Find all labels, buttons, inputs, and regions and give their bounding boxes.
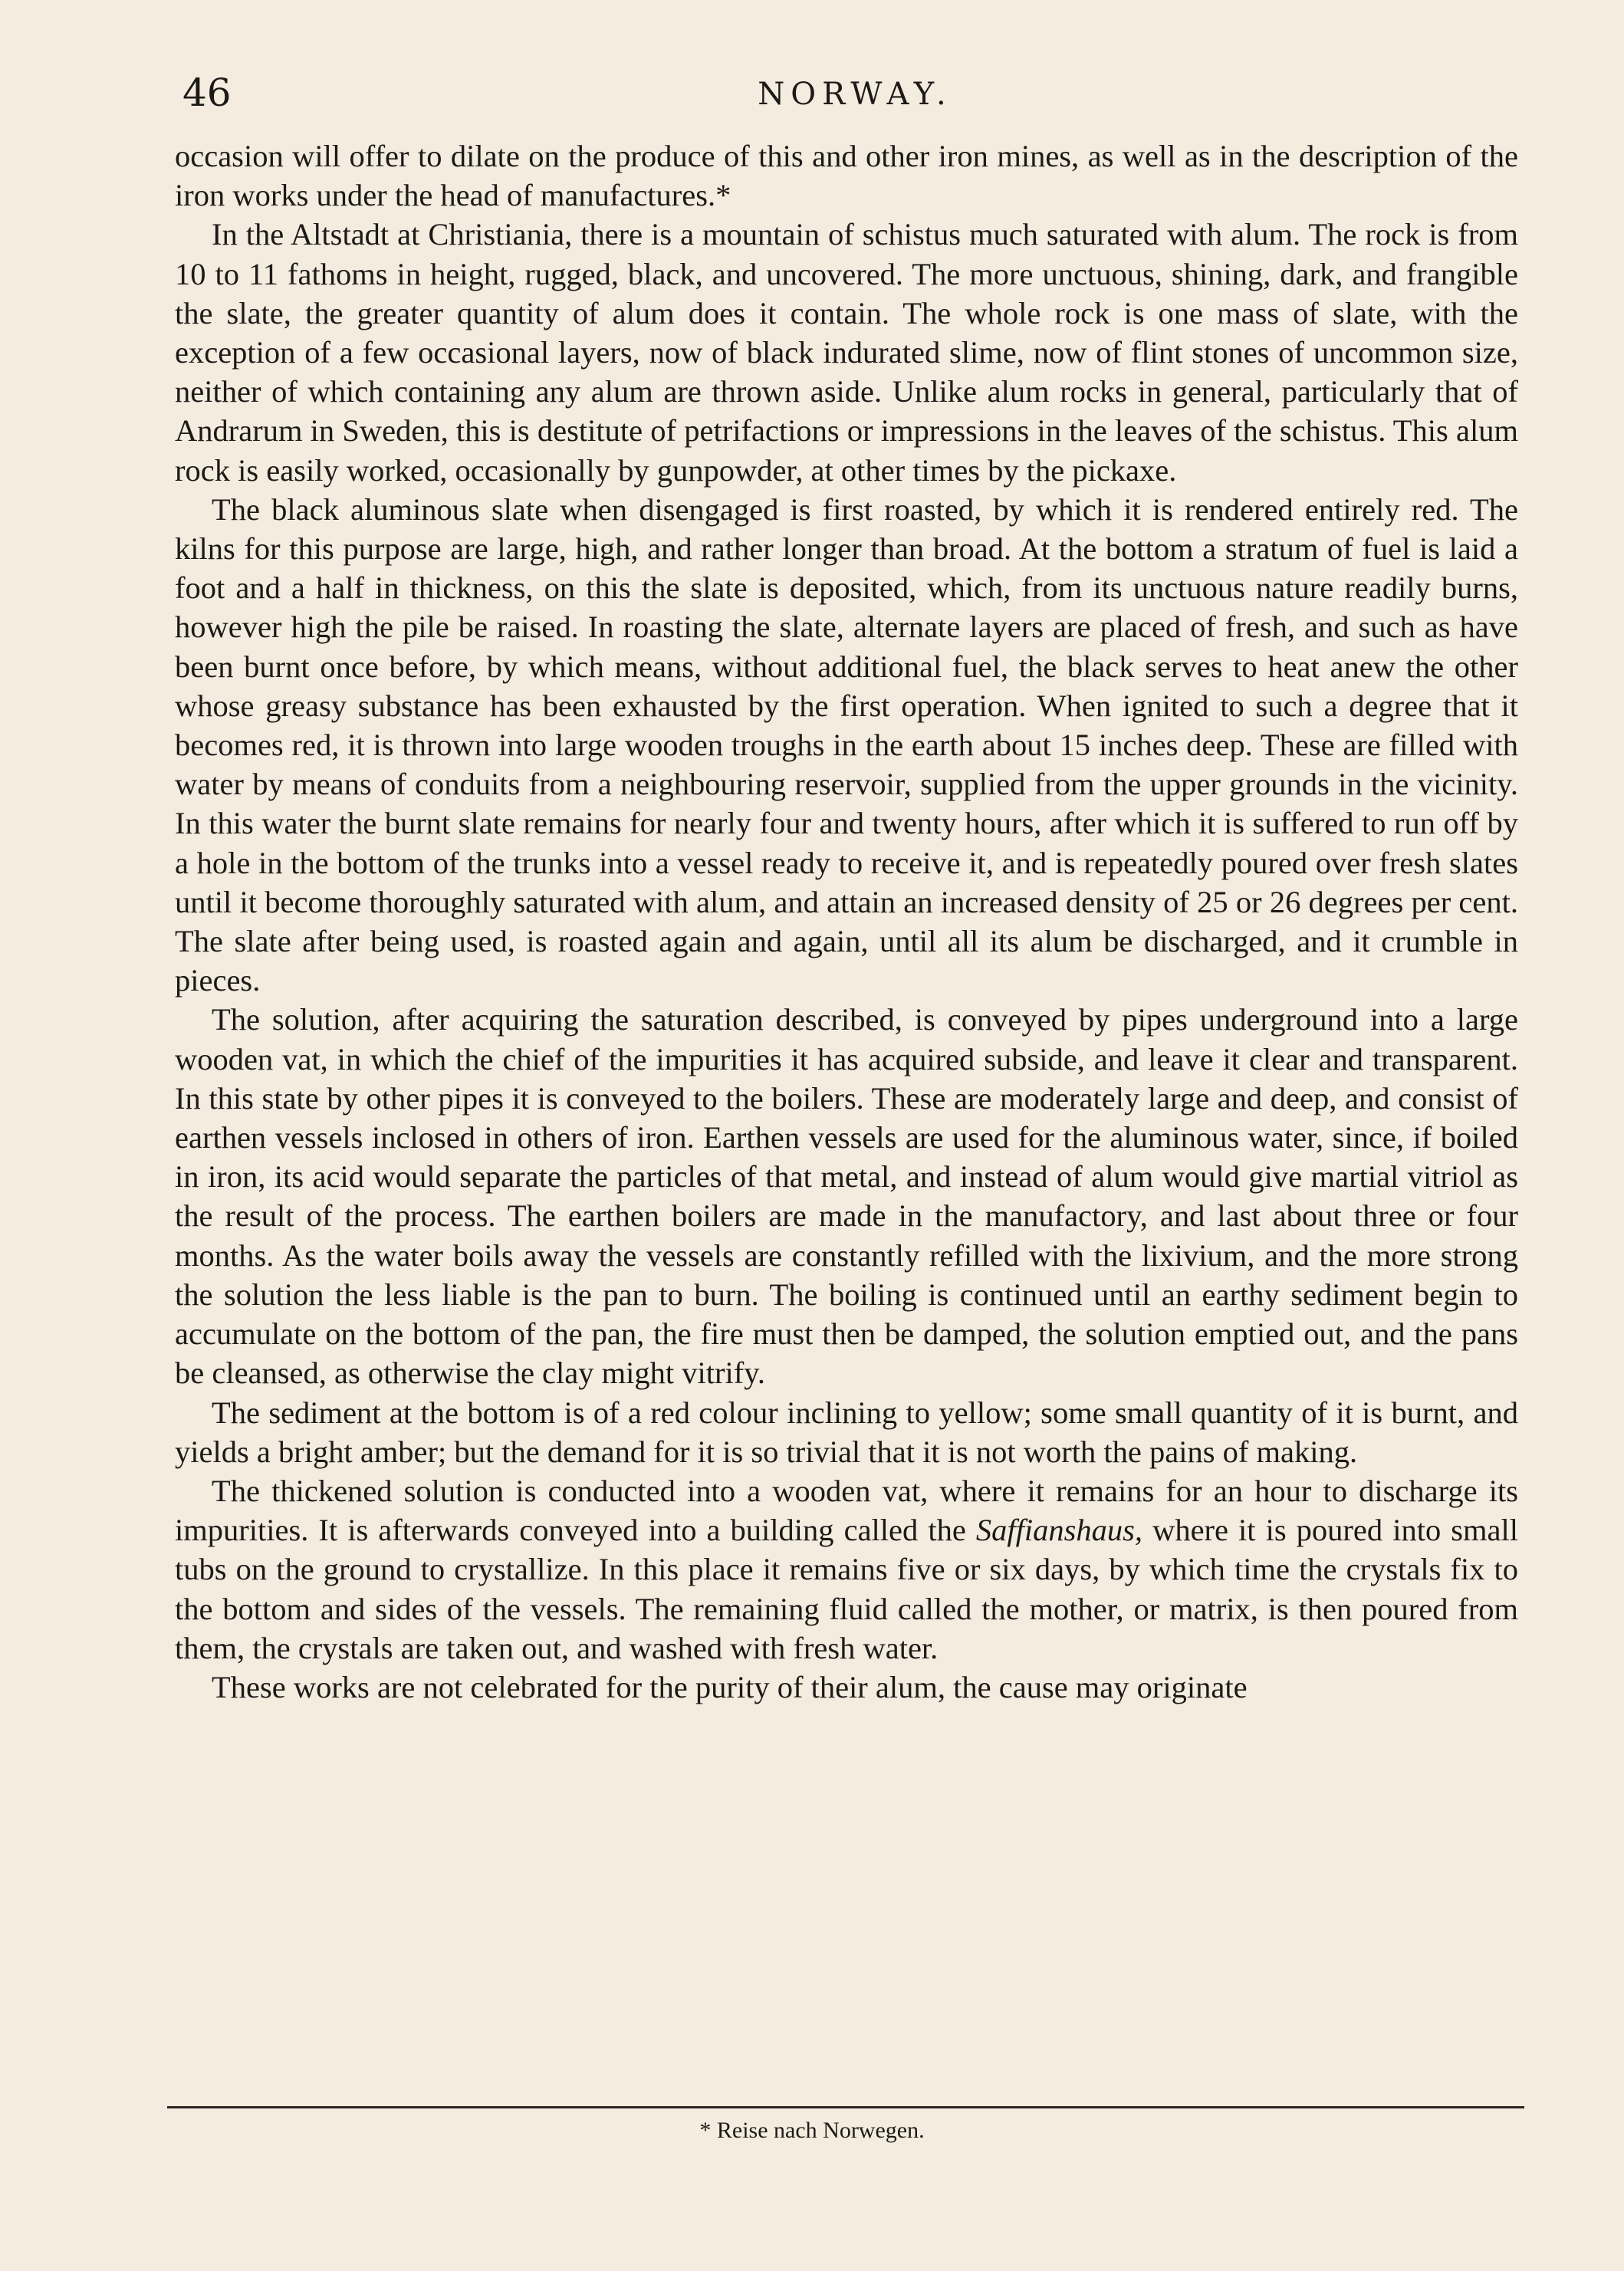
page-header — [182, 71, 1527, 124]
italic-term: Saffianshaus, — [975, 1513, 1143, 1548]
paragraph: These works are not celebrated for the purity of their alum, the cause may originate — [212, 1669, 1248, 1704]
paragraph: In the Altstadt at Christiania, there is a mountain of schistus much saturated with alum. The rock is from 10 to 11 fathoms in height, rugged, black, and uncovered. The more unctuous, shining, dark, and frangible the slate, the greater quantity of alum does it contain. The whole rock is one mass of slate, with the exception of a few occasional layers, now of black indurated slime, now of flint stones of uncommon size, neither of which containing any alum are thrown aside. Unlike alum rocks in general, particularly that of Andrarum in Sweden, this is destitute of petrifactions or impressions in the leaves of the schistus. This alum rock is easily worked, occasionally by gunpowder, at other times by the pickaxe. — [175, 217, 1518, 488]
paragraph: The black aluminous slate when disengaged is first roasted, by which it is rendered entirely red. The kilns for this purpose are large, high, and rather longer than broad. At the bottom a stratum of fuel is laid a foot and a half in thickness, on this the slate is deposited, which, from its unctuous nature readily burns, however high the pile be raised. In roasting the slate, alternate layers are placed of fresh, and such as have been burnt once before, by which means, without additional fuel, the black serves to heat anew the other whose greasy substance has been exhausted by the first operation. When ignited to such a degree that it becomes red, it is thrown into large wooden troughs in the earth about 15 inches deep. These are filled with water by means of conduits from a neighbouring reservoir, supplied from the upper grounds in the vicinity. In this water the burnt slate remains for nearly four and twenty hours, after which it is suffered to run off by a hole in the bottom of the trunks into a vessel ready to receive it, and is repeatedly poured over fresh slates until it become thoroughly saturated with alum, and attain an increased density of 25 or 26 degrees per cent. The slate after being used, is roasted again and again, until all its alum be discharged, and it crumble in pieces. — [175, 491, 1518, 998]
running-head: NORWAY. — [758, 77, 952, 112]
footnote: * Reise nach Norwegen. — [699, 2118, 925, 2143]
paragraph: The sediment at the bottom is of a red colour inclining to yellow; some small quantity of it is burnt, and yields a bright amber; but the demand for it is so trivial that it is not worth the pains of making. — [175, 1395, 1518, 1469]
paragraph: occasion will offer to dilate on the produce of this and other iron mines, as well as in the description of the iron works under the head of manufactures.* — [175, 139, 1518, 213]
body-text — [175, 136, 1518, 1707]
paragraph: The solution, after acquiring the saturation described, is conveyed by pipes underground into a large wooden vat, in which the chief of the impurities it has acquired subside, and leave it clear and transparent. In this state by other pipes it is conveyed to the boilers. These are moderately large and deep, and consist of earthen vessels inclosed in others of iron. Earthen vessels are used for the aluminous water, since, if boiled in iron, its acid would separate the particles of that metal, and instead of alum would give martial vitriol as the result of the process. The earthen boilers are made in the manufactory, and last about three or four months. As the water boils away the vessels are constantly refilled with the lixivium, and the more strong the solution the less liable is the pan to burn. The boiling is continued until an earthy sediment begin to accumulate on the bottom of the pan, the fire must then be damped, the solution emptied out, and the pans be cleansed, as otherwise the clay might vitrify. — [175, 1002, 1518, 1391]
paragraph: The thickened solution is conducted into a wooden vat, where it remains for an hour to discharge its impurities. It is afterwards conveyed into a building called the Saffianshaus, where it is poured into small tubs on the ground to crystallize. In this place it remains five or six days, by which time the crystals fix to the bottom and sides of the vessels. The remaining fluid called the mother, or matrix, is then poured from them, the crystals are taken out, and washed with fresh water. — [175, 1473, 1518, 1665]
footnote-rule — [167, 2106, 1524, 2108]
page-number: 46 — [182, 71, 232, 115]
